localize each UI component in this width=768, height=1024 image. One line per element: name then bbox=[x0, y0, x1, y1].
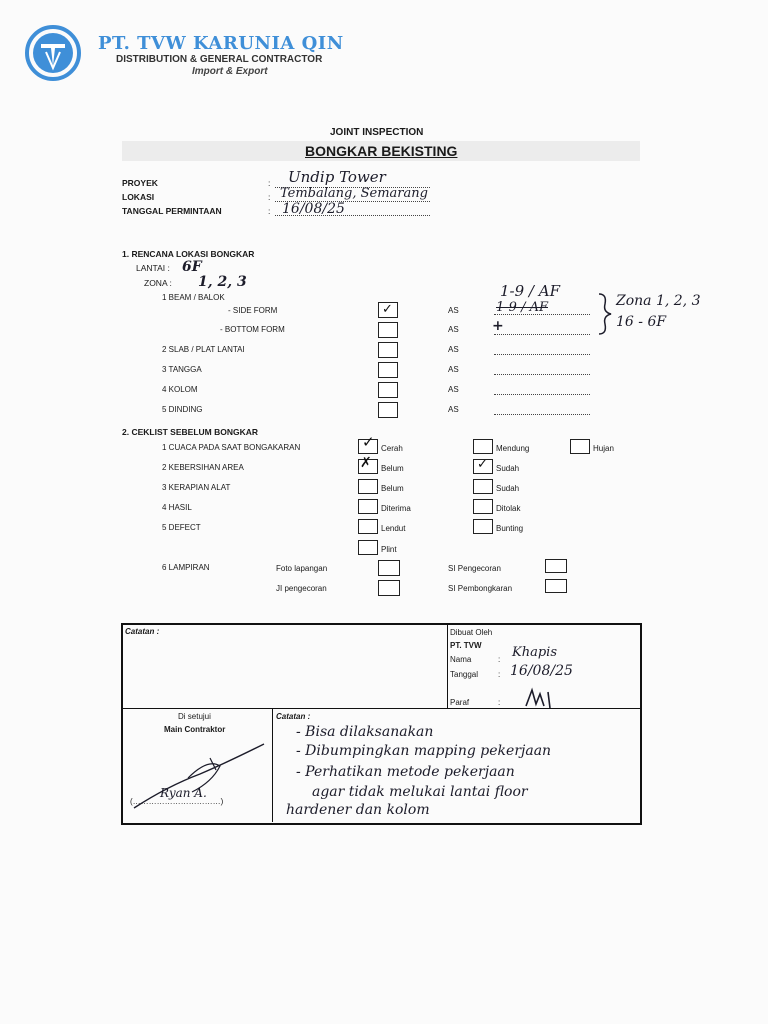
lokasi-label: LOKASI bbox=[122, 192, 155, 202]
kerapian-belum-checkbox[interactable] bbox=[358, 479, 378, 494]
footer-divider bbox=[121, 708, 640, 709]
curly-bracket-icon bbox=[595, 292, 615, 336]
note-line-3: - Perhatikan metode pekerjaan bbox=[296, 764, 515, 780]
catatan-label: Catatan : bbox=[125, 627, 160, 636]
as-line bbox=[494, 394, 590, 395]
main-contractor-label: Main Contraktor bbox=[164, 725, 226, 734]
kerapian-label: 3 KERAPIAN ALAT bbox=[162, 483, 231, 492]
tangga-label: 3 TANGGA bbox=[162, 365, 202, 374]
as-label: AS bbox=[448, 345, 459, 354]
note-line-5: hardener dan kolom bbox=[286, 802, 430, 818]
hujan-checkbox[interactable] bbox=[570, 439, 590, 454]
foto-lapangan-checkbox[interactable] bbox=[378, 560, 400, 576]
diterima-checkbox[interactable] bbox=[358, 499, 378, 514]
side-form-as-struck: 1-9 / AF bbox=[496, 300, 548, 315]
nama-value: Khapis bbox=[512, 645, 557, 660]
doc-title-line2: BONGKAR BEKISTING bbox=[305, 143, 458, 159]
as-line bbox=[494, 414, 590, 415]
lendut-checkbox[interactable] bbox=[358, 519, 378, 534]
belum-label: Belum bbox=[381, 464, 404, 473]
lantai-label: LANTAI : bbox=[136, 263, 170, 273]
dinding-checkbox[interactable] bbox=[378, 402, 398, 418]
ditolak-label: Ditolak bbox=[496, 504, 521, 513]
ji-pengecoran-checkbox[interactable] bbox=[378, 580, 400, 596]
sudah-label: Sudah bbox=[496, 484, 520, 493]
note-line-4: agar tidak melukai lantai floor bbox=[312, 784, 528, 800]
bottom-form-label: - BOTTOM FORM bbox=[220, 325, 285, 334]
lendut-label: Lendut bbox=[381, 524, 406, 533]
side-form-label: - SIDE FORM bbox=[228, 306, 278, 315]
hujan-label: Hujan bbox=[593, 444, 614, 453]
lokasi-value: Tembalang, Semarang bbox=[280, 186, 428, 201]
as-label: AS bbox=[448, 405, 459, 414]
check-mark-icon: ✓ bbox=[477, 457, 488, 472]
scribble-mark-icon: ✗ bbox=[360, 455, 372, 471]
colon: : bbox=[268, 178, 271, 188]
hasil-label: 4 HASIL bbox=[162, 503, 192, 512]
sudah-label: Sudah bbox=[496, 464, 520, 473]
ditolak-checkbox[interactable] bbox=[473, 499, 493, 514]
dinding-label: 5 DINDING bbox=[162, 405, 203, 414]
plint-checkbox[interactable] bbox=[358, 540, 378, 555]
mendung-checkbox[interactable] bbox=[473, 439, 493, 454]
company-name: PT. TVW KARUNIA QIN bbox=[98, 33, 344, 54]
note-line-1: - Bisa dilaksanakan bbox=[296, 724, 434, 740]
as-label: AS bbox=[448, 306, 459, 315]
paraf-label: Paraf bbox=[450, 698, 470, 707]
tanggal-value: 16/08/25 bbox=[510, 663, 573, 679]
note-line-2: - Dibumpingkan mapping pekerjaan bbox=[296, 743, 552, 759]
slab-checkbox[interactable] bbox=[378, 342, 398, 358]
tanggal-value: 16/08/25 bbox=[282, 201, 345, 217]
disetujui-label: Di setujui bbox=[178, 712, 211, 721]
foto-lapangan-label: Foto lapangan bbox=[276, 564, 328, 573]
company-tagline: DISTRIBUTION & GENERAL CONTRACTOR bbox=[116, 54, 323, 65]
as-line bbox=[494, 374, 590, 375]
footer-divider bbox=[447, 623, 448, 709]
as-label: AS bbox=[448, 325, 459, 334]
mendung-label: Mendung bbox=[496, 444, 530, 453]
company-logo-icon bbox=[24, 24, 82, 82]
section2-heading: 2. CEKLIST SEBELUM BONGKAR bbox=[122, 427, 259, 437]
check-mark-icon: ✓ bbox=[362, 433, 375, 451]
bracket-note-floor: 16 - 6F bbox=[616, 314, 667, 330]
proyek-value: Undip Tower bbox=[288, 168, 386, 186]
tangga-checkbox[interactable] bbox=[378, 362, 398, 378]
lantai-value: 6F bbox=[182, 259, 202, 275]
proyek-label: PROYEK bbox=[122, 178, 158, 188]
as-label: AS bbox=[448, 365, 459, 374]
si-pengecoran-checkbox[interactable] bbox=[545, 559, 567, 573]
section1-heading: 1. RENCANA LOKASI BONGKAR bbox=[122, 249, 255, 259]
kebersihan-label: 2 KEBERSIHAN AREA bbox=[162, 463, 244, 472]
si-pembongkaran-checkbox[interactable] bbox=[545, 579, 567, 593]
check-mark-icon: ✓ bbox=[382, 302, 393, 317]
kolom-label: 4 KOLOM bbox=[162, 385, 198, 394]
cerah-label: Cerah bbox=[381, 444, 403, 453]
footer-divider bbox=[272, 708, 273, 822]
signer-name: Ryan A. bbox=[160, 786, 207, 800]
cuaca-label: 1 CUACA PADA SAAT BONGAKARAN bbox=[162, 443, 301, 452]
side-form-as-value: 1-9 / AF bbox=[500, 282, 560, 300]
catatan2-label: Catatan : bbox=[276, 712, 311, 721]
as-label: AS bbox=[448, 385, 459, 394]
bracket-note-zona: Zona 1, 2, 3 bbox=[616, 293, 701, 309]
belum-label: Belum bbox=[381, 484, 404, 493]
tanggal-label: Tanggal bbox=[450, 670, 479, 679]
zona-label: ZONA : bbox=[144, 278, 172, 288]
doc-title-line1: JOINT INSPECTION bbox=[330, 127, 424, 138]
as-line bbox=[494, 354, 590, 355]
paraf-signature-icon bbox=[522, 686, 562, 710]
si-pengecoran-label: SI Pengecoran bbox=[448, 564, 501, 573]
bunting-checkbox[interactable] bbox=[473, 519, 493, 534]
tanggal-permintaan-label: TANGGAL PERMINTAAN bbox=[122, 206, 222, 216]
defect-label: 5 DEFECT bbox=[162, 523, 201, 532]
beam-label: 1 BEAM / BALOK bbox=[162, 293, 225, 302]
nama-label: Nama bbox=[450, 655, 472, 664]
dibuat-oleh-label: Dibuat Oleh bbox=[450, 628, 493, 637]
bottom-form-as-value: + bbox=[492, 318, 504, 334]
si-pembongkaran-label: SI Pembongkaran bbox=[448, 584, 513, 593]
plint-label: Plint bbox=[381, 545, 397, 554]
colon: : bbox=[268, 206, 271, 216]
colon: : bbox=[268, 192, 271, 202]
ji-pengecoran-label: JI pengecoran bbox=[276, 584, 327, 593]
bottom-form-checkbox[interactable] bbox=[378, 322, 398, 338]
pt-tvw-label: PT. TVW bbox=[450, 641, 482, 650]
lampiran-label: 6 LAMPIRAN bbox=[162, 563, 210, 572]
bunting-label: Bunting bbox=[496, 524, 524, 533]
kolom-checkbox[interactable] bbox=[378, 382, 398, 398]
zona-value: 1, 2, 3 bbox=[198, 274, 247, 290]
kerapian-sudah-checkbox[interactable] bbox=[473, 479, 493, 494]
as-line bbox=[494, 334, 590, 335]
slab-label: 2 SLAB / PLAT LANTAI bbox=[162, 345, 245, 354]
diterima-label: Diterima bbox=[381, 504, 411, 513]
company-subtagline: Import & Export bbox=[192, 66, 268, 77]
signer-paren: (……………………………) bbox=[130, 797, 224, 806]
